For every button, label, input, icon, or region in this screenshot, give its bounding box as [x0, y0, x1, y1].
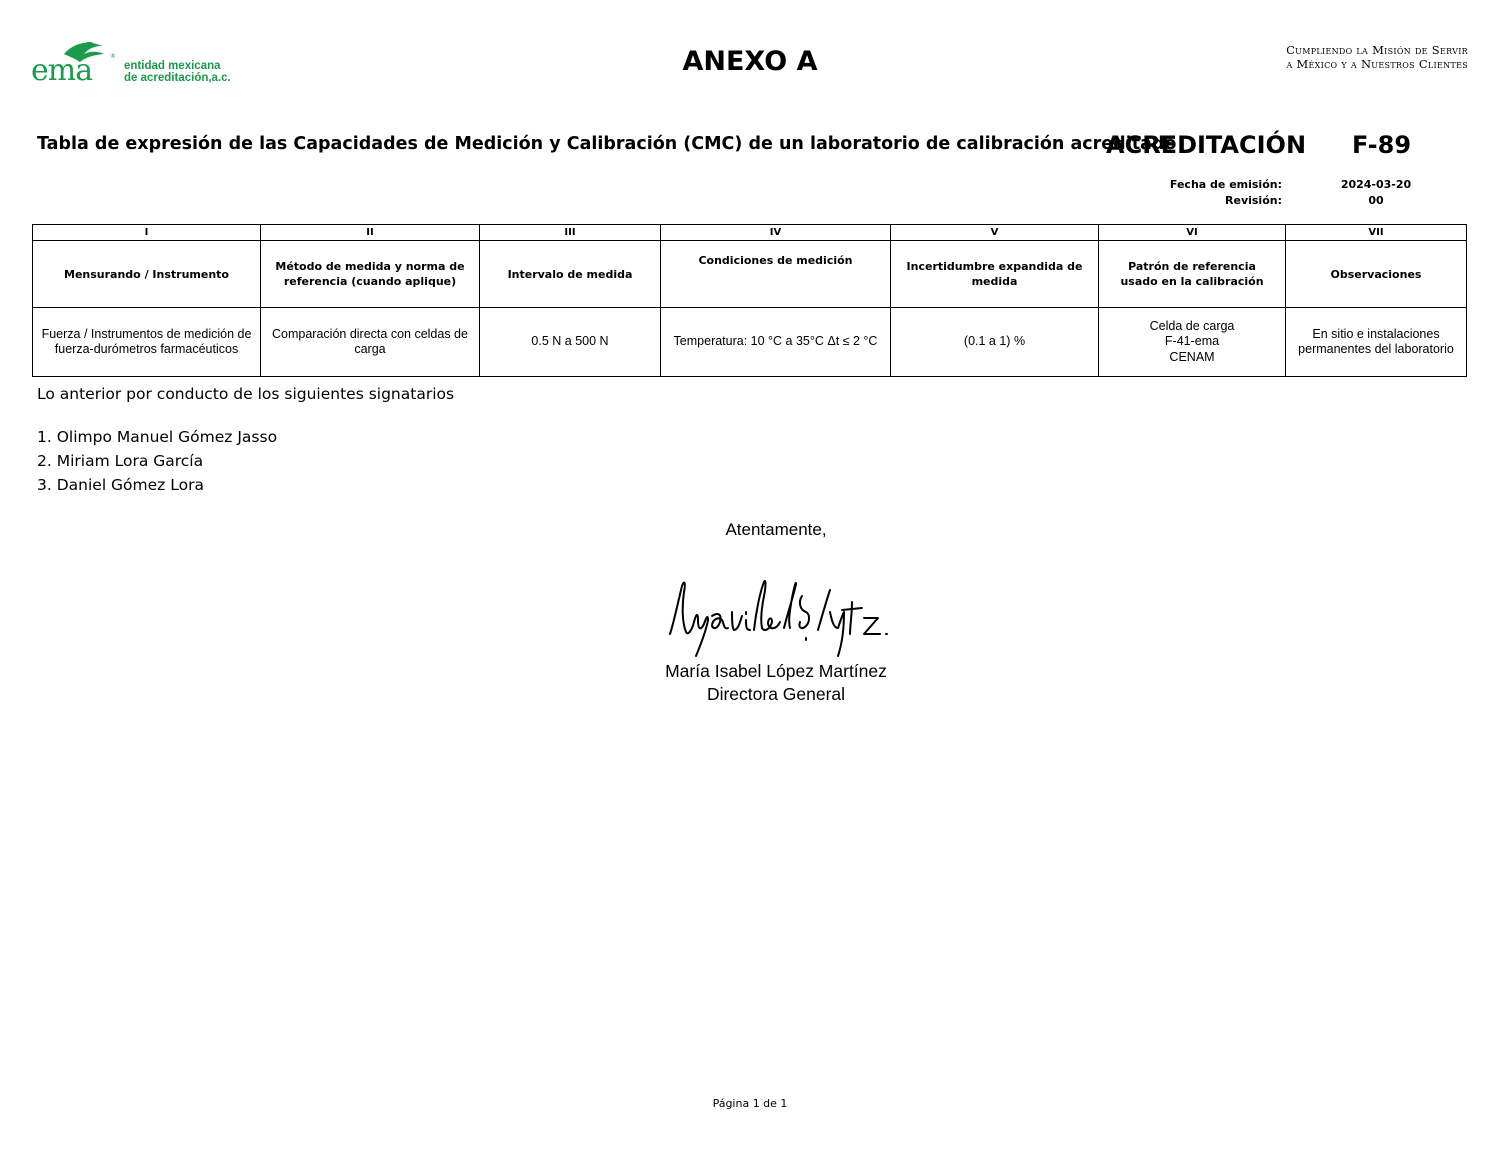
cell-intervalo: [480, 308, 661, 377]
cell-mensurando-line1: Fuerza / Instrumentos de medición de: [41, 326, 252, 341]
signer-name: María Isabel López Martínez: [665, 661, 887, 681]
header-incertidumbre-text: Incertidumbre expandida de medida: [906, 260, 1083, 288]
roman-col-5: V: [891, 225, 1099, 241]
svg-text:ema: ema: [31, 53, 93, 86]
cell-mensurando-line2: fuerza-durómetros farmacéuticos: [54, 342, 239, 356]
list-item: 2. Miriam Lora García: [37, 452, 204, 470]
cell-intervalo-text: 0.5 N a 500 N: [531, 334, 609, 349]
signer-block: [0, 660, 1500, 706]
roman-col-6: VI: [1099, 225, 1286, 241]
logo-text-line1: entidad mexicana: [124, 60, 221, 72]
header-mensurando-text: Mensurando / Instrumento: [64, 267, 229, 281]
cell-observaciones: [1286, 308, 1467, 377]
header-patron: [1099, 241, 1286, 308]
cmc-table: [32, 224, 1467, 377]
header-mensurando: [33, 241, 261, 308]
cell-metodo: [261, 308, 480, 377]
list-item: 3. Daniel Gómez Lora: [37, 476, 204, 494]
header-patron-line2: usado en la calibración: [1120, 275, 1264, 288]
header-metodo-line2: referencia (cuando aplique): [283, 275, 457, 288]
header-intervalo: [480, 241, 661, 308]
page-title: ANEXO A: [682, 46, 818, 77]
column-header-row: [33, 241, 1467, 308]
roman-col-1: I: [33, 225, 261, 241]
header-metodo: [261, 241, 480, 308]
cell-condiciones-text: Temperatura: 10 °C a 35°C Δt ≤ 2 °C: [673, 334, 878, 349]
motto-line2: a México y a Nuestros Clientes: [1286, 57, 1468, 71]
revision-value: 00: [1368, 194, 1384, 207]
roman-col-7: VII: [1286, 225, 1467, 241]
roman-col-3: III: [480, 225, 661, 241]
cell-observaciones-line1: En sitio e instalaciones: [1312, 326, 1440, 341]
signer-title: Directora General: [706, 684, 846, 704]
page-number: Página 1 de 1: [712, 1097, 788, 1110]
cell-metodo-line1: Comparación directa con celdas de: [272, 326, 468, 341]
acreditacion-label: ACREDITACIÓN: [1106, 131, 1307, 159]
header-condiciones: [661, 241, 891, 308]
cell-patron-line3: CENAM: [1169, 349, 1215, 364]
signatories-list: [37, 425, 277, 497]
cell-patron-line1: Celda de carga: [1149, 318, 1235, 333]
svg-text:®: ®: [110, 53, 116, 60]
motto: [1286, 43, 1468, 71]
cell-mensurando: [33, 308, 261, 377]
revision-label: Revisión:: [1225, 194, 1282, 207]
roman-col-2: II: [261, 225, 480, 241]
cell-patron-line2: F-41-ema: [1164, 334, 1220, 349]
cell-condiciones: [661, 308, 891, 377]
roman-col-4: IV: [661, 225, 891, 241]
cell-incertidumbre: [891, 308, 1099, 377]
logo-text-line2: de acreditación,a.c.: [124, 72, 231, 84]
header-condiciones-text: Condiciones de medición: [698, 254, 853, 267]
table-row: [33, 308, 1467, 377]
document-title: Tabla de expresión de las Capacidades de Medición y Calibración (CMC) de un laboratorio de calibración acreditado: [37, 134, 1177, 154]
signatories-intro: Lo anterior por conducto de los siguientes signatarios: [37, 385, 455, 403]
cell-metodo-line2: carga: [354, 342, 386, 356]
accreditation-code: F-89: [1352, 131, 1412, 159]
fecha-label: Fecha de emisión:: [1169, 178, 1282, 191]
header-patron-line1: Patrón de referencia: [1128, 260, 1256, 273]
cell-patron: [1099, 308, 1286, 377]
cell-observaciones-line2: permanentes del laboratorio: [1298, 342, 1454, 356]
salutation: Atentamente,: [725, 520, 827, 539]
roman-header-row: [33, 225, 1467, 241]
motto-line1: Cumpliendo la Misión de Servir: [1286, 43, 1468, 57]
header-observaciones: [1286, 241, 1467, 308]
header-observaciones-text: Observaciones: [1330, 267, 1422, 281]
header-intervalo-text: Intervalo de medida: [507, 267, 633, 281]
cell-incertidumbre-text: (0.1 a 1) %: [963, 334, 1026, 349]
header-incertidumbre: [891, 241, 1099, 308]
header-metodo-line1: Método de medida y norma de: [275, 260, 465, 273]
list-item: 1. Olimpo Manuel Gómez Jasso: [37, 428, 278, 446]
fecha-value: 2024-03-20: [1340, 178, 1412, 191]
handwritten-signature: [660, 572, 890, 660]
